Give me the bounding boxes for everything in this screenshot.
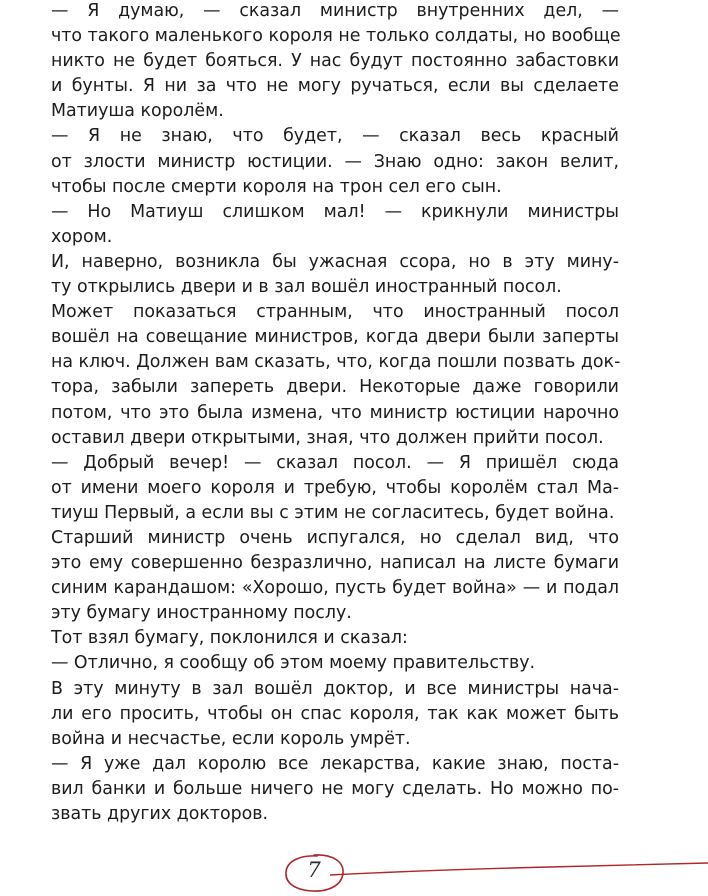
paragraph [31,300,619,451]
text-line: ту открылись двери и в зал вошёл иностранный посол. [51,277,562,298]
page-number: 7 [307,858,321,882]
text-line: И, наверно, возникла бы ужасная ссора, но в эту мину- [51,251,619,272]
paragraph [31,526,619,626]
text-line: Может показаться странным, что иностранный посол [51,302,619,323]
text-line: В эту минуту в зал вошёл доктор, и все министры нача- [51,678,619,699]
paragraph [31,451,619,526]
paragraph [31,250,619,300]
text-line: и бунты. Я ни за что не могу ручаться, если вы сделаете [51,76,619,97]
text-line: Тот взял бумагу, поклонился и сказал: [51,628,408,649]
text-line: на ключ. Должен вам сказать, что, когда пошли позвать док- [51,352,621,373]
text-line: от злости министр юстиции. — Знаю одно: закон велит, [51,151,619,172]
body-text [31,0,619,827]
text-line: война и несчастье, если король умрёт. [51,728,411,749]
text-line: — Я думаю, — сказал министр внутренних дел, — [51,1,619,21]
text-line: чтобы после смерти короля на трон сел его сын. [51,176,502,197]
text-line: синим карандашом: «Хорошо, пусть будет война» — и подал [51,578,619,599]
paragraph [31,200,619,250]
text-line: вил банки и больше ничего не могу сделать. Но можно по- [51,778,619,799]
paragraph [31,677,619,752]
text-line: эту бумагу иностранному послу. [51,603,352,624]
text-line: — Добрый вечер! — сказал посол. — Я пришёл сюда [51,452,619,473]
text-line: вошёл на совещание министров, когда двери были заперты [51,327,619,348]
text-line: Старший министр очень испугался, но сделал вид, что [51,527,619,548]
text-line: никто не будет бояться. У нас будут постоянно забастовки [51,51,619,72]
text-line: потом, что это была измена, что министр юстиции нарочно [51,402,619,423]
paragraph [31,124,619,199]
text-line: что такого маленького короля не только солдаты, но вообще [51,26,621,47]
text-line: от имени моего короля и требую, чтобы королём стал Ма- [51,477,619,498]
text-line: тора, забыли запереть двери. Некоторые даже говорили [51,377,619,398]
text-line: хором. [51,226,113,247]
text-line: — Я уже дал королю все лекарства, какие знаю, поста- [51,753,619,774]
text-line: тиуш Первый, а если вы с этим не согласитесь, будет война. [51,502,615,523]
paragraph [31,0,619,124]
text-line: оставил двери открытыми, зная, что должен прийти посол. [51,427,604,448]
text-line: — Но Матиуш слишком мал! — крикнули министры [51,201,619,222]
text-line: Матиуша королём. [51,101,224,122]
decorative-footer-line [330,860,708,880]
text-line: — Отлично, я сообщу об этом моему правительству. [51,653,536,674]
text-line: это ему совершенно безразлично, написал на листе бумаги [51,553,619,574]
text-line: — Я не знаю, что будет, — сказал весь красный [51,126,619,147]
page-footer [0,840,708,896]
text-line: звать других докторов. [51,804,269,824]
paragraph [31,651,619,676]
paragraph [31,626,619,651]
text-line: ли его просить, чтобы он спас короля, так как может быть [51,703,619,724]
paragraph [31,752,619,827]
